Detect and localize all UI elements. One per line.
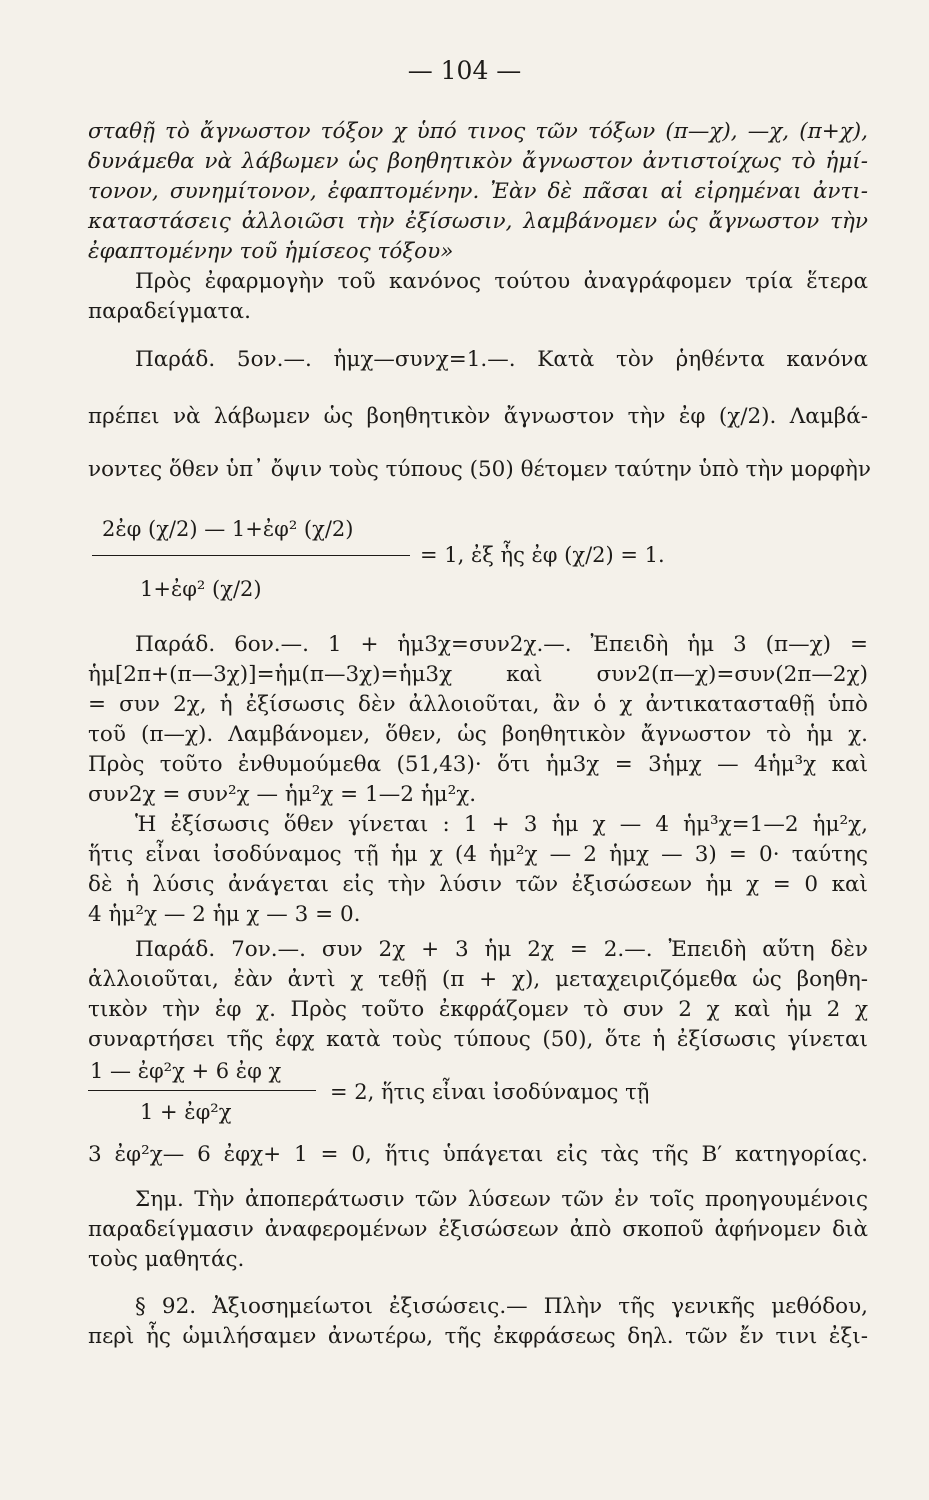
text-line: παραδείγματα. xyxy=(88,299,251,324)
text-line: τονον, συνημίτονον, ἐφαπτομένην. Ἐὰν δὲ πᾶσαι αἱ εἰρημέναι ἀντι- xyxy=(88,179,868,204)
example-6-heading: Παράδ. 6ον.—. 1 + ἡμ3χ=συν2χ.—. Ἐπειδὴ ἡμ 3 (π—χ) = xyxy=(135,632,868,657)
formula2-fraction-bar xyxy=(88,1090,316,1091)
text-line: ἐφαπτομένην τοῦ ἡμίσεος τόξου» xyxy=(88,239,454,264)
formula1-denominator: 1+ἐφ² (χ/2) xyxy=(140,577,262,601)
formula1-rhs: = 1, ἐξ ἧς ἐφ (χ/2) = 1. xyxy=(420,543,665,567)
text-line: τικὸν τὴν ἐφ χ. Πρὸς τοῦτο ἐκφράζομεν τὸ συν 2 χ καὶ ἡμ 2 χ xyxy=(88,997,868,1022)
text-line: πρέπει νὰ λάβωμεν ὡς βοηθητικὸν ἄγνωστον τὴν ἐφ (χ/2). Λαμβά- xyxy=(88,404,868,429)
text-line: τοὺς μαθητάς. xyxy=(88,1247,245,1272)
text-line: Πρὸς τοῦτο ἐνθυμούμεθα (51,43)· ὅτι ἡμ3χ = 3ἡμχ — 4ἡμ³χ καὶ xyxy=(88,752,868,777)
text-line: τοῦ (π—χ). Λαμβάνομεν, ὅθεν, ὡς βοηθητικὸν ἄγνωστον τὸ ἡμ χ. xyxy=(88,722,868,747)
text-line: = συν 2χ, ἡ ἐξίσωσις δὲν ἀλλοιοῦται, ἂν ὁ χ ἀντικατασταθῇ ὑπὸ xyxy=(88,692,868,717)
text-line: δυνάμεθα νὰ λάβωμεν ὡς βοηθητικὸν ἄγνωστον ἀντιστοίχως τὸ ἡμί- xyxy=(88,149,868,174)
page-number: — 104 — xyxy=(407,56,522,85)
text-line: σταθῇ τὸ ἄγνωστον τόξον χ ὑπό τινος τῶν τόξων (π—χ), —χ, (π+χ), xyxy=(88,119,868,144)
text-line: 3 ἐφ²χ— 6 ἐφχ+ 1 = 0, ἥτις ὑπάγεται εἰς τὰς τῆς Β′ κατηγορίας. xyxy=(88,1142,868,1167)
formula2-denominator: 1 + ἐφ²χ xyxy=(140,1100,232,1124)
formula2-numerator: 1 — ἐφ²χ + 6 ἐφ χ xyxy=(90,1059,282,1083)
text-line: Ἡ ἐξίσωσις ὅθεν γίνεται : 1 + 3 ἡμ χ — 4 ἡμ³χ=1—2 ἡμ²χ, xyxy=(135,812,868,837)
section-92-heading: § 92. Ἀξιοσημείωτοι ἐξισώσεις.— Πλὴν τῆς γενικῆς μεθόδου, xyxy=(135,1294,868,1319)
formula1-fraction-bar xyxy=(92,555,410,556)
text-line: συναρτήσει τῆς ἐφχ κατὰ τοὺς τύπους (50), ὅτε ἡ ἐξίσωσις γίνεται xyxy=(88,1027,868,1052)
formula2-rhs: = 2, ἥτις εἶναι ἰσοδύναμος τῇ xyxy=(330,1080,650,1104)
text-line: παραδείγμασιν ἀναφερομένων ἐξισώσεων ἀπὸ σκοποῦ ἀφήνομεν διὰ xyxy=(88,1217,868,1242)
text-line: 4 ἡμ²χ — 2 ἡμ χ — 3 = 0. xyxy=(88,902,361,927)
text-line: Πρὸς ἐφαρμογὴν τοῦ κανόνος τούτου ἀναγράφομεν τρία ἕτερα xyxy=(135,269,868,294)
text-line: συν2χ = συν²χ — ἡμ²χ = 1—2 ἡμ²χ. xyxy=(88,782,477,807)
text-line: ἀλλοιοῦται, ἐὰν ἀντὶ χ τεθῇ (π + χ), μεταχειριζόμεθα ὡς βοηθη- xyxy=(88,967,868,992)
note-heading: Σημ. Τὴν ἀποπεράτωσιν τῶν λύσεων τῶν ἐν τοῖς προηγουμένοις xyxy=(135,1187,868,1212)
formula1-numerator: 2ἐφ (χ/2) — 1+ἐφ² (χ/2) xyxy=(102,517,354,541)
text-line: νοντες ὅθεν ὑπ᾽ ὄψιν τοὺς τύπους (50) θέτομεν ταύτην ὑπὸ τὴν μορφὴν xyxy=(88,457,871,482)
text-line: ἥτις εἶναι ἰσοδύναμος τῇ ἡμ χ (4 ἡμ²χ — 2 ἡμχ — 3) = 0· ταύτης xyxy=(88,842,868,867)
text-line: δὲ ἡ λύσις ἀνάγεται εἰς τὴν λύσιν τῶν ἐξισώσεων ἡμ χ = 0 καὶ xyxy=(88,872,868,897)
example-5-heading: Παράδ. 5ον.—. ἡμχ—συνχ=1.—. Κατὰ τὸν ῥηθέντα κανόνα xyxy=(135,347,868,372)
text-line: ἡμ[2π+(π—3χ)]=ἡμ(π—3χ)=ἡμ3χ καὶ συν2(π—χ)=συν(2π—2χ) xyxy=(88,662,868,687)
text-line: καταστάσεις ἀλλοιῶσι τὴν ἐξίσωσιν, λαμβάνομεν ὡς ἄγνωστον τὴν xyxy=(88,209,868,234)
example-7-heading: Παράδ. 7ον.—. συν 2χ + 3 ἡμ 2χ = 2.—. Ἐπειδὴ αὕτη δὲν xyxy=(135,937,868,962)
text-line: περὶ ἧς ὡμιλήσαμεν ἀνωτέρω, τῆς ἐκφράσεως δηλ. τῶν ἔν τινι ἐξι- xyxy=(88,1324,868,1349)
